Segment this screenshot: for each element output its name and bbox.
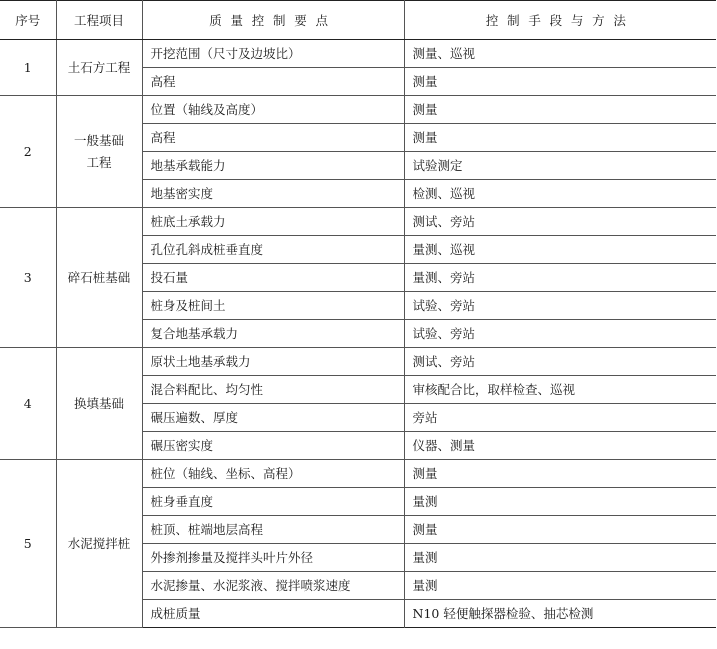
control-method: 测量: [404, 124, 716, 152]
control-point: 原状土地基承载力: [142, 348, 404, 376]
control-method: 旁站: [404, 404, 716, 432]
control-method: 量测: [404, 572, 716, 600]
control-point: 混合料配比、均匀性: [142, 376, 404, 404]
control-point: 开挖范围（尺寸及边坡比）: [142, 40, 404, 68]
control-method: 试验测定: [404, 152, 716, 180]
header-row: [0, 1, 716, 40]
header-project: 工程项目: [56, 1, 142, 40]
table-row: [0, 40, 716, 68]
header-index: 序号: [0, 1, 56, 40]
control-point: 外掺剂掺量及搅拌头叶片外径: [142, 544, 404, 572]
control-point: 桩顶、桩端地层高程: [142, 516, 404, 544]
table-row: [0, 348, 716, 376]
control-point: 碾压密实度: [142, 432, 404, 460]
group-name: 一般基础工程: [56, 96, 142, 208]
control-method: 量测: [404, 544, 716, 572]
control-point: 水泥掺量、水泥浆液、搅拌喷浆速度: [142, 572, 404, 600]
control-point: 地基承载能力: [142, 152, 404, 180]
control-point: 高程: [142, 124, 404, 152]
control-method: 测试、旁站: [404, 348, 716, 376]
control-method: 测试、旁站: [404, 208, 716, 236]
control-point: 桩位（轴线、坐标、高程）: [142, 460, 404, 488]
table-row: [0, 208, 716, 236]
header-control-points: 质量控制要点: [142, 1, 404, 40]
control-point: 成桩质量: [142, 600, 404, 628]
group-index: 2: [0, 96, 56, 208]
control-method: 仪器、测量: [404, 432, 716, 460]
group-index: 4: [0, 348, 56, 460]
control-method: 检测、巡视: [404, 180, 716, 208]
control-method: 测量: [404, 460, 716, 488]
control-method: N10 轻便触探器检验、抽芯检测: [404, 600, 716, 628]
control-method: 测量: [404, 68, 716, 96]
control-point: 碾压遍数、厚度: [142, 404, 404, 432]
control-method: 量测: [404, 488, 716, 516]
group-name: 碎石桩基础: [56, 208, 142, 348]
control-point: 桩身垂直度: [142, 488, 404, 516]
control-method: 量测、旁站: [404, 264, 716, 292]
group-name: 水泥搅拌桩: [56, 460, 142, 628]
control-method: 审核配合比，取样检查、巡视: [404, 376, 716, 404]
control-point: 高程: [142, 68, 404, 96]
table-row: [0, 460, 716, 488]
control-point: 位置（轴线及高度）: [142, 96, 404, 124]
control-method: 量测、巡视: [404, 236, 716, 264]
control-method: 试验、旁站: [404, 292, 716, 320]
group-index: 5: [0, 460, 56, 628]
group-index: 3: [0, 208, 56, 348]
control-method: 测量、巡视: [404, 40, 716, 68]
control-point: 孔位孔斜成桩垂直度: [142, 236, 404, 264]
table-row: [0, 96, 716, 124]
control-point: 桩身及桩间土: [142, 292, 404, 320]
control-method: 测量: [404, 96, 716, 124]
control-point: 投石量: [142, 264, 404, 292]
control-point: 复合地基承载力: [142, 320, 404, 348]
group-index: 1: [0, 40, 56, 96]
control-point: 地基密实度: [142, 180, 404, 208]
group-name: 换填基础: [56, 348, 142, 460]
control-point: 桩底土承载力: [142, 208, 404, 236]
group-name: 土石方工程: [56, 40, 142, 96]
header-control-methods: 控制手段与方法: [404, 1, 716, 40]
control-method: 测量: [404, 516, 716, 544]
control-method: 试验、旁站: [404, 320, 716, 348]
